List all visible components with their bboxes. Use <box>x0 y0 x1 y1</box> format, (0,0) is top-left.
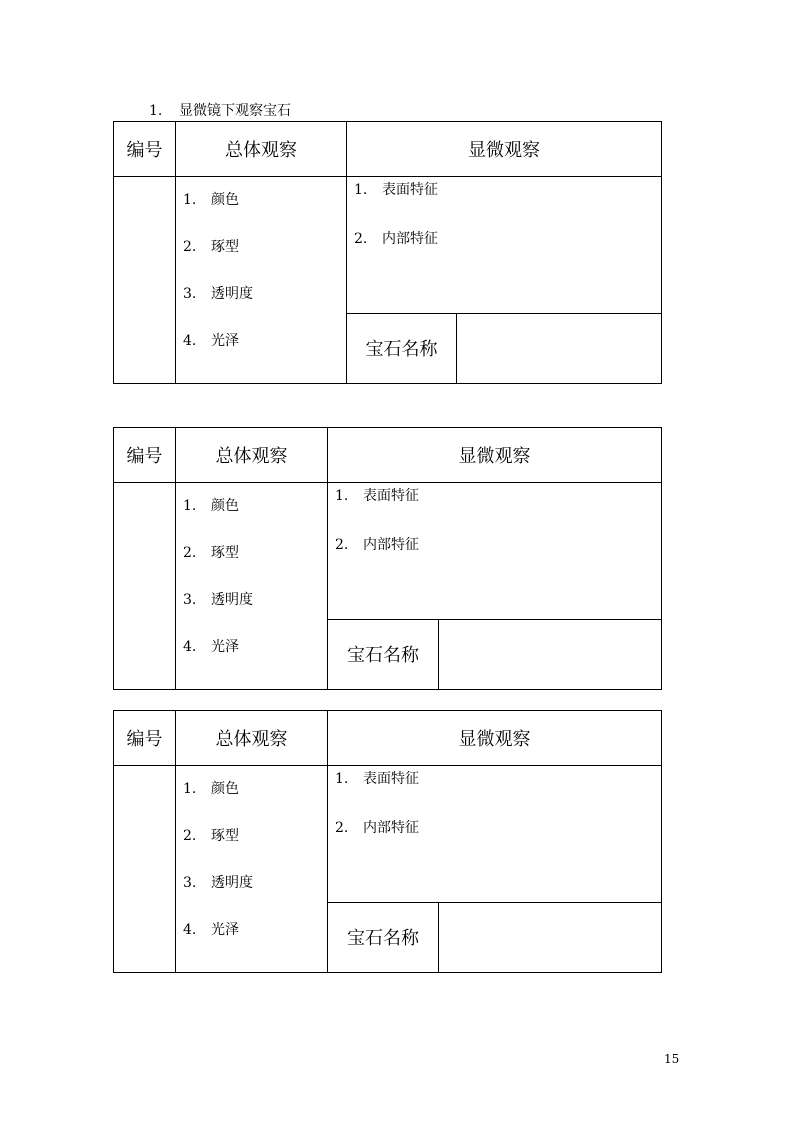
header-overall: 总体观察 <box>176 711 328 766</box>
micro-item: 1. 表面特征 <box>354 182 438 198</box>
micro-item: 2. 内部特征 <box>354 231 438 247</box>
micro-cell[interactable] <box>328 766 662 903</box>
micro-list <box>328 483 661 555</box>
section-heading-number: 1. <box>149 103 163 119</box>
overall-cell[interactable] <box>176 177 347 384</box>
gem-name-label: 宝石名称 <box>328 619 439 689</box>
gem-name-value-cell[interactable] <box>439 902 662 972</box>
id-cell[interactable] <box>114 483 176 690</box>
overall-item: 4. 光泽 <box>183 639 239 655</box>
observation-table-3 <box>113 710 662 973</box>
micro-list <box>347 177 661 249</box>
header-id: 编号 <box>114 711 176 766</box>
micro-cell[interactable] <box>328 483 662 620</box>
header-id: 编号 <box>114 122 176 177</box>
overall-item: 4. 光泽 <box>183 922 239 938</box>
header-micro: 显微观察 <box>347 122 662 177</box>
section-heading-text: 显微镜下观察宝石 <box>179 103 291 119</box>
overall-item: 2. 琢型 <box>183 828 239 844</box>
header-id: 编号 <box>114 428 176 483</box>
overall-list <box>176 766 327 940</box>
header-overall: 总体观察 <box>176 122 347 177</box>
section-heading <box>149 101 291 121</box>
gem-name-value-cell[interactable] <box>439 619 662 689</box>
overall-cell[interactable] <box>176 483 328 690</box>
overall-item: 3. 透明度 <box>183 875 253 891</box>
overall-item: 4. 光泽 <box>183 333 239 349</box>
overall-item: 2. 琢型 <box>183 545 239 561</box>
overall-item: 1. 颜色 <box>183 192 239 208</box>
id-cell[interactable] <box>114 177 176 384</box>
header-micro: 显微观察 <box>328 428 662 483</box>
overall-item: 1. 颜色 <box>183 781 239 797</box>
overall-cell[interactable] <box>176 766 328 973</box>
overall-item: 2. 琢型 <box>183 239 239 255</box>
overall-item: 3. 透明度 <box>183 286 253 302</box>
overall-list <box>176 177 346 351</box>
gem-name-label: 宝石名称 <box>328 902 439 972</box>
header-micro: 显微观察 <box>328 711 662 766</box>
header-overall: 总体观察 <box>176 428 328 483</box>
micro-item: 2. 内部特征 <box>335 820 419 836</box>
observation-table-2 <box>113 427 662 690</box>
observation-table-1 <box>113 121 662 384</box>
micro-item: 2. 内部特征 <box>335 537 419 553</box>
micro-list <box>328 766 661 838</box>
micro-cell[interactable] <box>347 177 662 314</box>
overall-list <box>176 483 327 657</box>
micro-item: 1. 表面特征 <box>335 488 419 504</box>
id-cell[interactable] <box>114 766 176 973</box>
micro-item: 1. 表面特征 <box>335 771 419 787</box>
overall-item: 1. 颜色 <box>183 498 239 514</box>
gem-name-label: 宝石名称 <box>347 313 457 383</box>
page-number: 15 <box>664 1052 680 1066</box>
overall-item: 3. 透明度 <box>183 592 253 608</box>
gem-name-value-cell[interactable] <box>457 313 662 383</box>
